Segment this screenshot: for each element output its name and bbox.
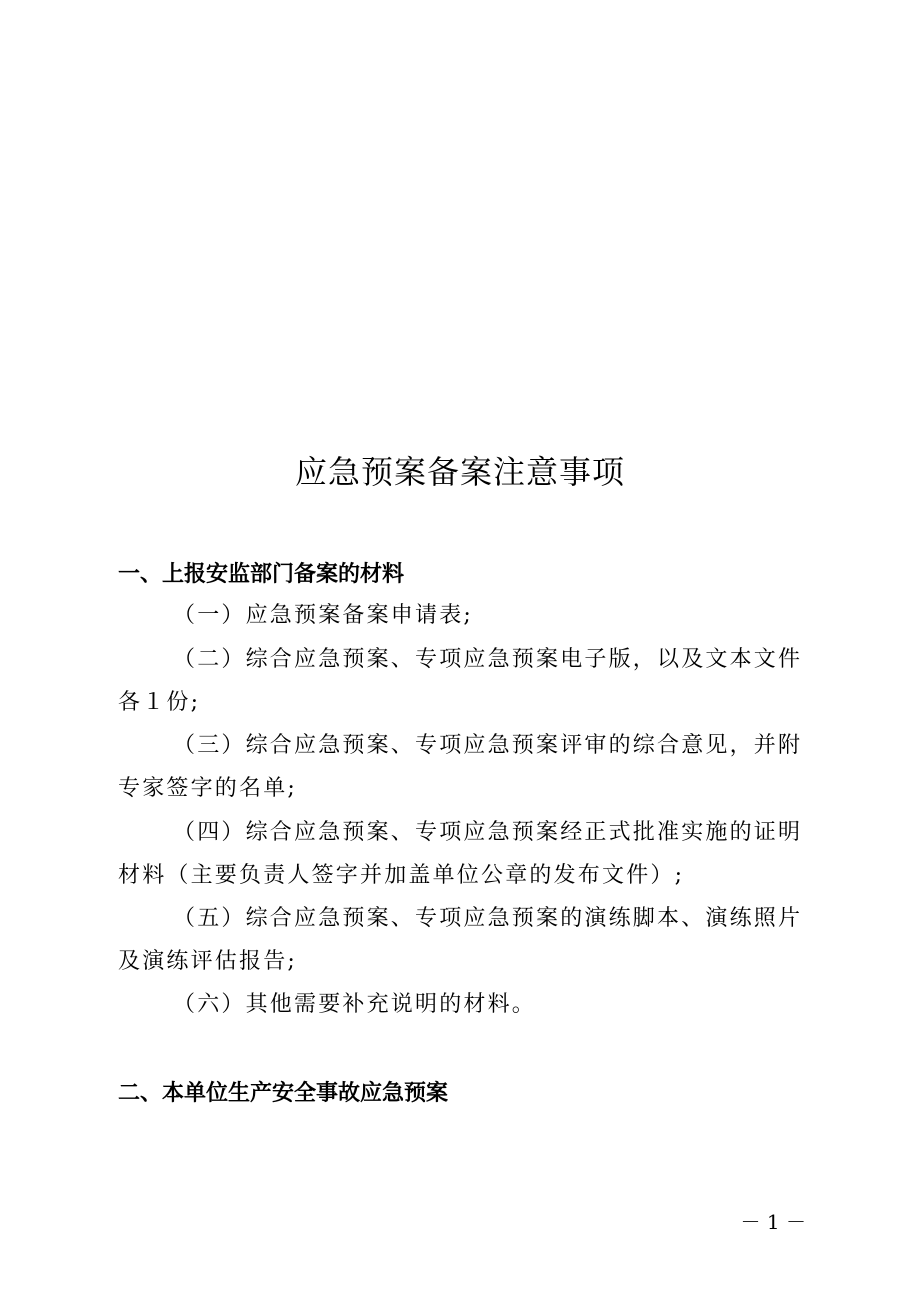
section-2-heading: 二、本单位生产安全事故应急预案 — [118, 1081, 449, 1106]
section-1-item-1: （一）应急预案备案申请表; — [173, 603, 474, 628]
section-1-heading: 一、上报安监部门备案的材料 — [118, 562, 405, 587]
section-1-item-5: （五）综合应急预案、专项应急预案的演练脚本、演练照片及演练评估报告; — [118, 906, 803, 974]
page-number: － 1 － — [740, 1210, 806, 1234]
section-1-item-4: （四）综合应急预案、专项应急预案经正式批准实施的证明材料（主要负责人签字并加盖单位公章的发布文件）; — [118, 820, 803, 888]
section-1-item-6: （六）其他需要补充说明的材料。 — [173, 992, 537, 1017]
section-1-item-2: （二）综合应急预案、专项应急预案电子版，以及文本文件各１份; — [118, 647, 803, 715]
document-title: 应急预案备案注意事项 — [294, 453, 625, 491]
section-1-item-3: （三）综合应急预案、专项应急预案评审的综合意见，并附专家签字的名单; — [118, 733, 803, 801]
